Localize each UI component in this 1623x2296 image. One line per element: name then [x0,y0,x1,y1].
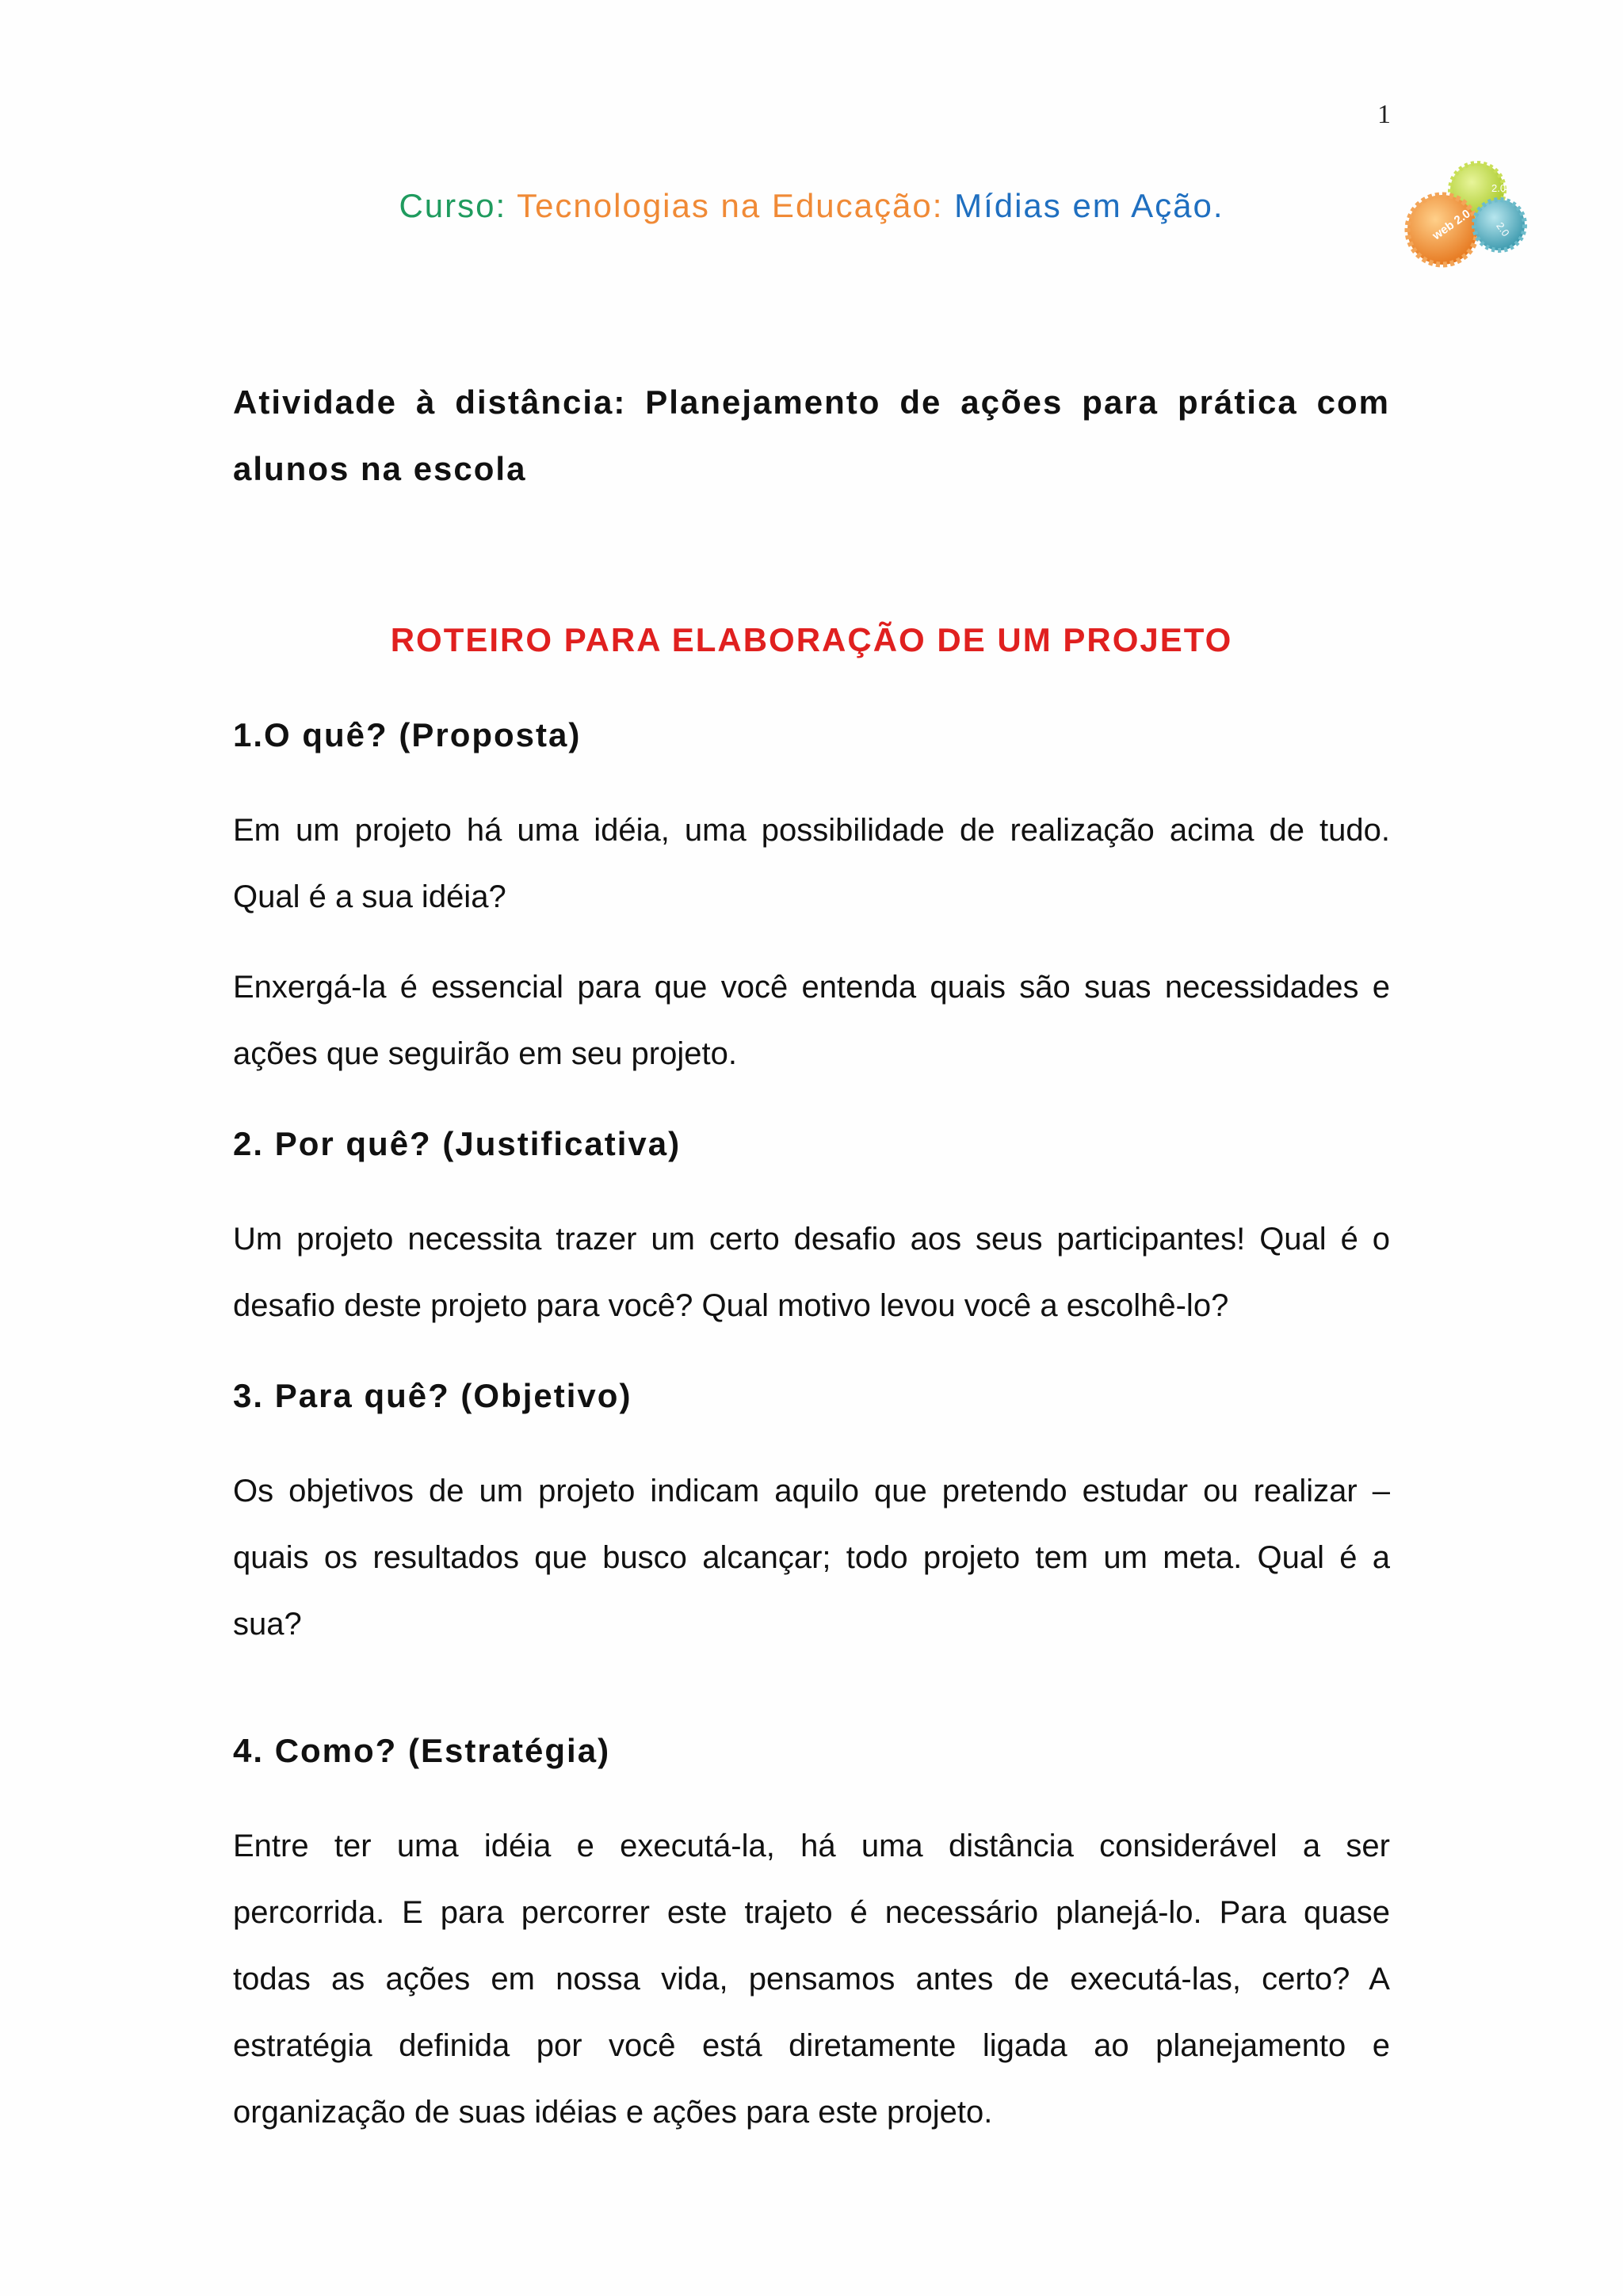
text-line: sua? [233,1607,302,1642]
section-4-paragraph-1 [233,1813,1390,2145]
course-label: Curso: [399,187,507,224]
text-line: quais os resultados que busco alcançar; todo projeto tem um meta. Qual é a [233,1540,1390,1575]
text-line: Qual é a sua idéia? [233,879,506,914]
section-4-title: 4. Como? (Estratégia) [233,1732,611,1769]
text-line: ações que seguirão em seu projeto. [233,1036,737,1071]
activity-heading [233,369,1390,502]
activity-line-1: Atividade à distância: Planejamento de ações para prática com [233,383,1390,421]
blue-gear-icon [1474,200,1525,250]
course-subject: Tecnologias na Educação: [517,187,944,224]
logo-label-right: 2.0 [1494,219,1512,239]
section-1-paragraph-2 [233,954,1390,1087]
activity-line-2: alunos na escola [233,450,527,487]
section-1-title: 1.O quê? (Proposta) [233,716,582,753]
roteiro-heading: ROTEIRO PARA ELABORAÇÃO DE UM PROJETO [390,621,1233,658]
web-2-0-gears-logo-icon [1398,158,1541,277]
page-number: 1 [1377,100,1391,129]
text-line: Os objetivos de um projeto indicam aquilo que pretendo estudar ou realizar – [233,1474,1390,1508]
text-line: organização de suas idéias e ações para este projeto. [233,2095,993,2130]
logo-label-top: 2.0 [1491,182,1507,194]
section-3-title: 3. Para quê? (Objetivo) [233,1377,632,1414]
text-line: desafio deste projeto para você? Qual motivo levou você a escolhê-lo? [233,1288,1229,1323]
section-2-paragraph-1 [233,1206,1390,1339]
text-line: todas as ações em nossa vida, pensamos antes de executá-las, certo? A [233,1962,1390,1997]
text-line: Enxergá-la é essencial para que você entenda quais são suas necessidades e [233,970,1390,1005]
section-1-paragraph-1 [233,797,1390,930]
section-2-title: 2. Por quê? (Justificativa) [233,1125,682,1162]
text-line: Em um projeto há uma idéia, uma possibilidade de realização acima de tudo. [233,813,1390,848]
section-3-paragraph-1 [233,1458,1390,1657]
text-line: Entre ter uma idéia e executá-la, há uma distância considerável a ser [233,1829,1390,1863]
logo-label-main: web 2.0 [1430,207,1473,243]
text-line: estratégia definida por você está diretamente ligada ao planejamento e [233,2028,1390,2063]
course-title [0,187,1623,225]
text-line: Um projeto necessita trazer um certo desafio aos seus participantes! Qual é o [233,1222,1390,1257]
orange-gear-icon [1407,195,1477,265]
text-line: percorrida. E para percorrer este trajeto é necessário planejá-lo. Para quase [233,1895,1390,1930]
course-name: Mídias em Ação. [954,187,1224,224]
